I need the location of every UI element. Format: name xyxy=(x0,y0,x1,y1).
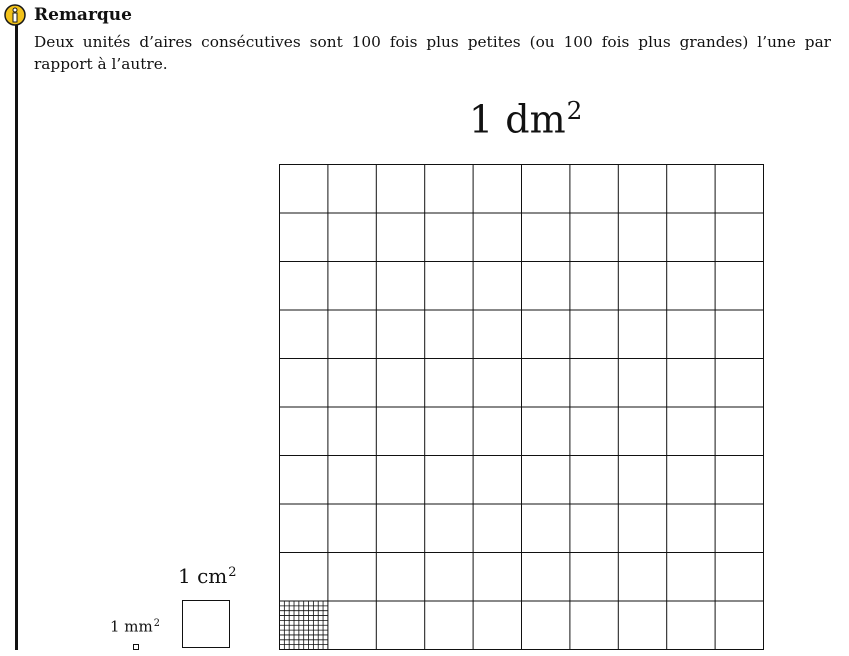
dm2-grid-lines xyxy=(279,164,764,650)
cm2-subgrid-in-dm2 xyxy=(280,601,328,650)
cm2-square xyxy=(182,600,230,648)
dm2-grid xyxy=(279,164,764,650)
dm2-label: 1 $dm^2$ xyxy=(469,96,583,142)
remark-title: Remarque xyxy=(34,5,132,25)
remark-text: Deux unités d’aires consécutives sont 100 fois plus petites (ou 100 fois plus grandes) l’une par rapport à l’autre. xyxy=(34,33,831,73)
remark-left-bar xyxy=(15,24,18,650)
info-icon xyxy=(4,4,26,26)
cm2-label: 1 $cm^2$ xyxy=(178,564,237,589)
mm2-square xyxy=(133,644,139,650)
mm2-label: 1 $mm^2$ xyxy=(110,617,160,636)
